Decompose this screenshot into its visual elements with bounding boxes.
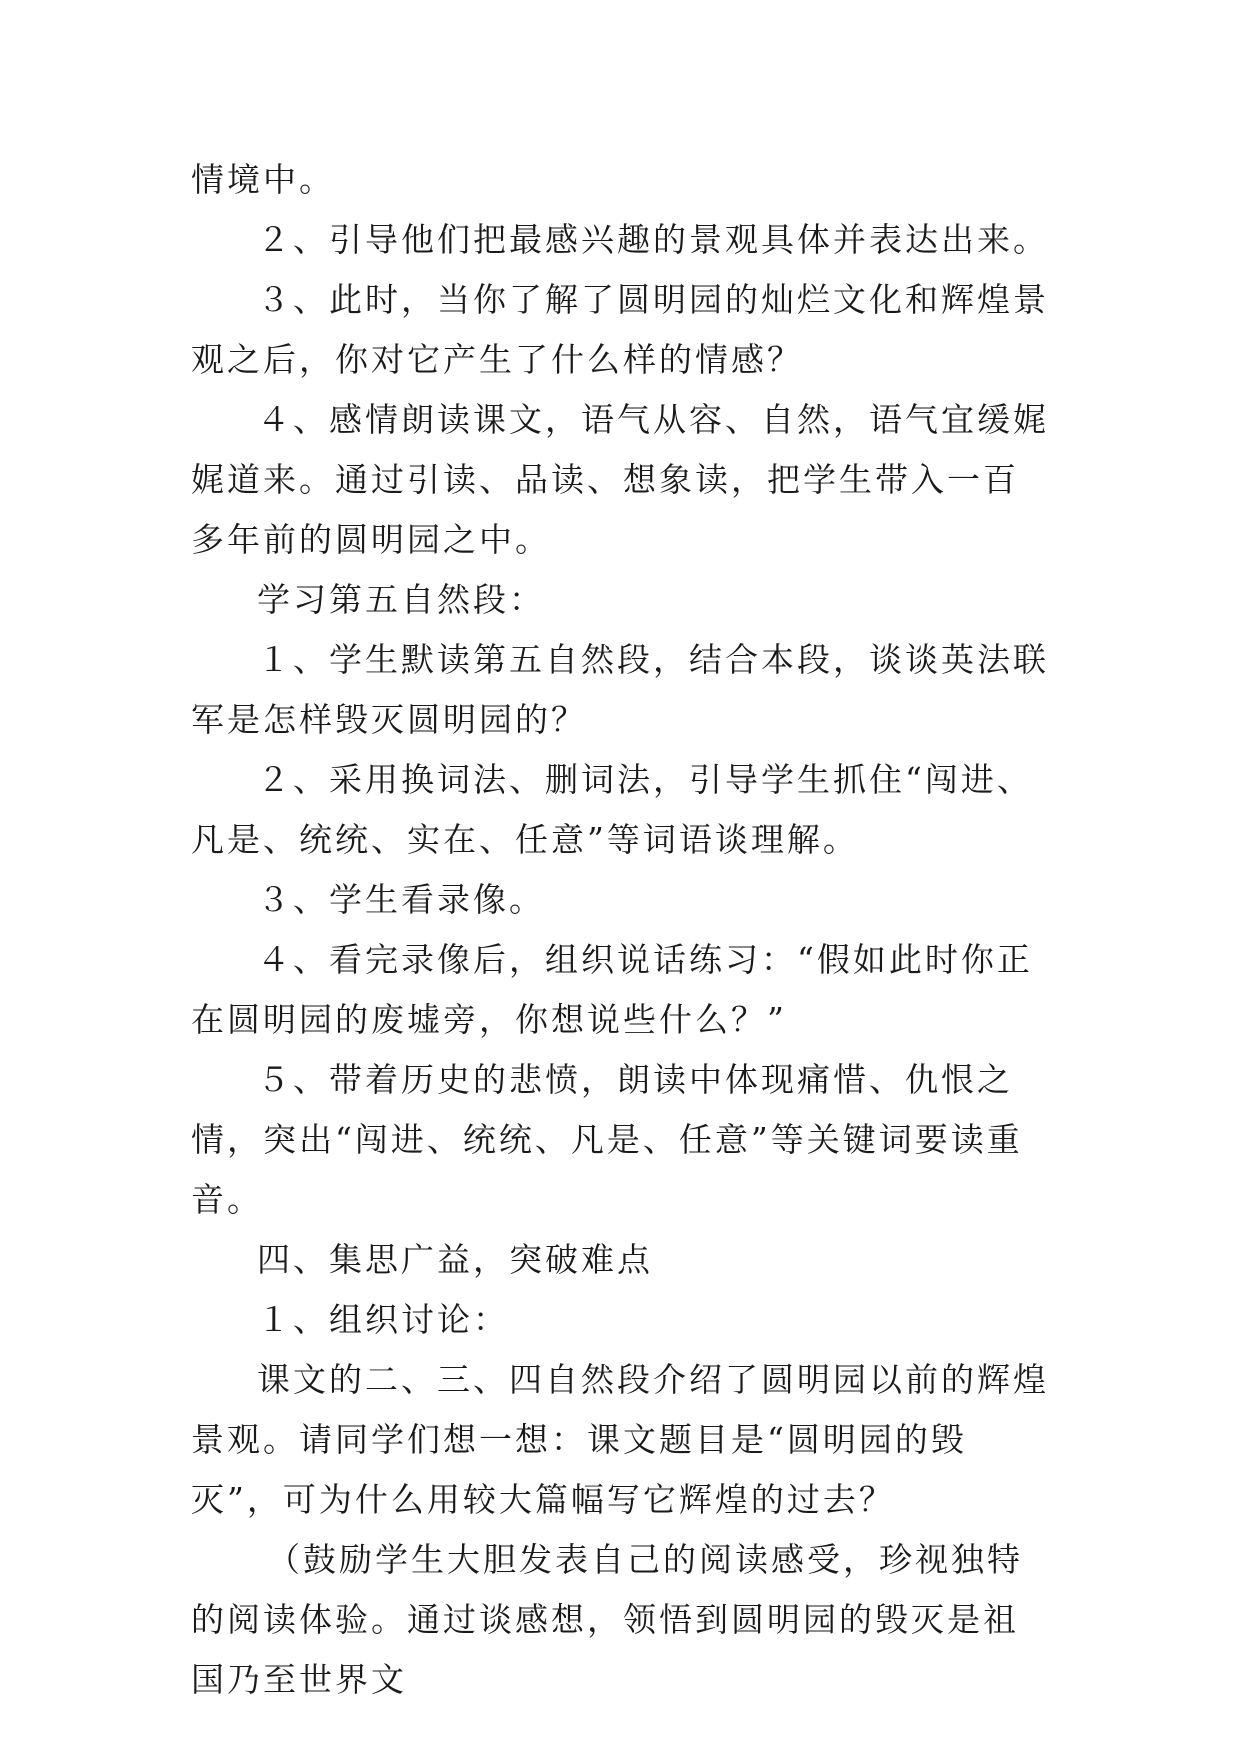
- paragraph-3: ３、此时，当你了解了圆明园的灿烂文化和辉煌景观之后，你对它产生了什么样的情感？: [191, 280, 1049, 379]
- paragraph-12: １、组织讨论：: [257, 1300, 509, 1339]
- paragraph-7: ２、采用换词法、删词法，引导学生抓住“闯进、凡是、统统、实在、任意”等词语谈理解。: [191, 760, 1033, 859]
- paragraph-2: ２、引导他们把最感兴趣的景观具体并表达出来。: [257, 220, 1049, 259]
- paragraph-4: ４、感情朗读课文，语气从容、自然，语气宜缓娓娓道来。通过引读、品读、想象读，把学生带入一百多年前的圆明园之中。: [191, 400, 1049, 559]
- paragraph-1: 情境中。: [191, 160, 335, 199]
- document-page: [191, 150, 1051, 1710]
- paragraph-6: １、学生默读第五自然段，结合本段，谈谈英法联军是怎样毁灭圆明园的？: [191, 640, 1049, 739]
- paragraph-14: （鼓励学生大胆发表自己的阅读感受，珍视独特的阅读体验。通过谈感想，领悟到圆明园的毁灭是祖国乃至世界文: [191, 1540, 1023, 1699]
- paragraph-10: ５、带着历史的悲愤，朗读中体现痛惜、仇恨之情，突出“闯进、统统、凡是、任意”等关键词要读重音。: [191, 1060, 1023, 1219]
- paragraph-13: 课文的二、三、四自然段介绍了圆明园以前的辉煌景观。请同学们想一想：课文题目是“圆明园的毁灭”，可为什么用较大篇幅写它辉煌的过去？: [191, 1360, 1049, 1519]
- paragraph-9: ４、看完录像后，组织说话练习：“假如此时你正在圆明园的废墟旁，你想说些什么？”: [191, 940, 1033, 1039]
- section-heading-5: 学习第五自然段：: [257, 580, 545, 619]
- paragraph-8: ３、学生看录像。: [257, 880, 545, 919]
- section-heading-11: 四、集思广益，突破难点: [257, 1240, 653, 1279]
